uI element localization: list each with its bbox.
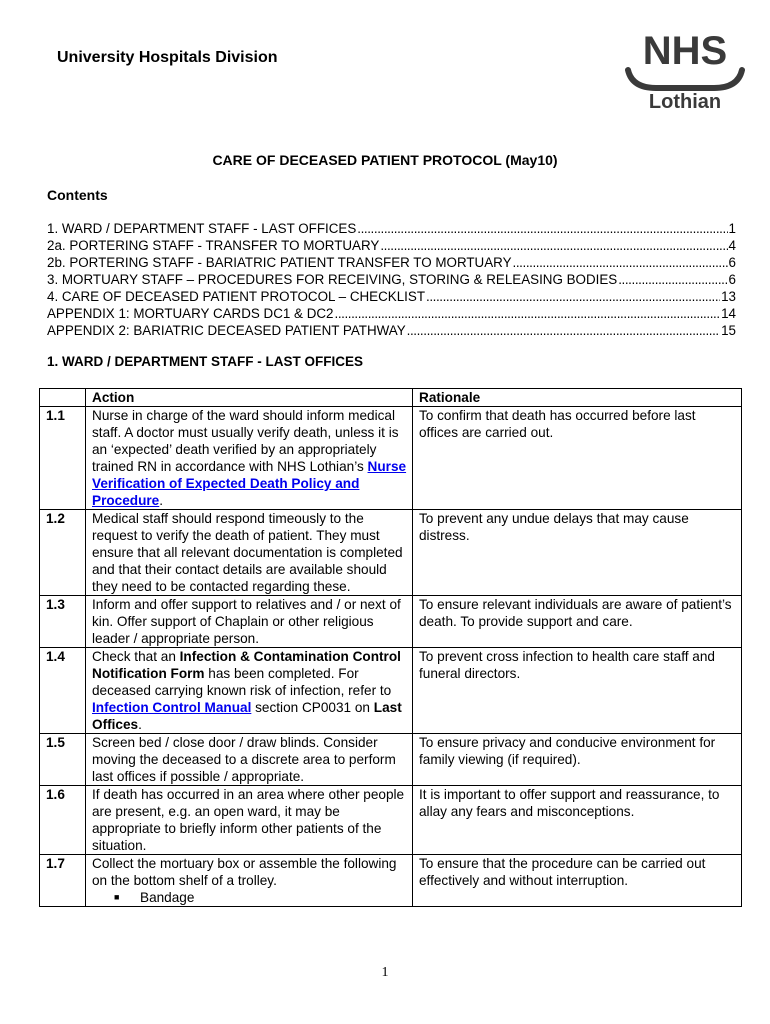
row-number: 1.5: [40, 734, 86, 786]
toc-leader: [335, 305, 721, 322]
rationale-cell: To prevent any undue delays that may cause distress.: [413, 510, 742, 596]
document-title: CARE OF DECEASED PATIENT PROTOCOL (May10): [212, 152, 558, 168]
rationale-cell: To ensure privacy and conducive environment for family viewing (if required).: [413, 734, 742, 786]
toc-item-text: 2b. PORTERING STAFF - BARIATRIC PATIENT TRANSFER TO MORTUARY: [47, 255, 512, 270]
table-row: [40, 510, 742, 596]
toc-item-page: 1: [728, 221, 736, 236]
last-offices-table: [39, 388, 742, 907]
row-number: 1.4: [40, 648, 86, 734]
toc-leader: [426, 288, 720, 305]
row-number: 1.6: [40, 786, 86, 855]
header-rationale: Rationale: [413, 389, 742, 407]
rationale-cell: It is important to offer support and reassurance, to allay any fears and misconceptions.: [413, 786, 742, 855]
action-cell: Inform and offer support to relatives and / or next of kin. Offer support of Chaplain or other religious leader / appropriate person.: [86, 596, 413, 648]
division-title: University Hospitals Division: [57, 49, 278, 66]
table-header-row: [40, 389, 742, 407]
action-cell: [86, 407, 413, 510]
table-row: [40, 596, 742, 648]
toc-item-page: 13: [721, 289, 736, 304]
toc-item-page: 6: [728, 272, 736, 287]
toc-item[interactable]: [47, 254, 736, 271]
logo-lothian-text: Lothian: [648, 91, 722, 112]
toc-leader: [380, 237, 727, 254]
action-text: Check that an: [92, 649, 180, 664]
infection-control-manual-link[interactable]: Infection Control Manual: [92, 700, 252, 715]
action-cell: If death has occurred in an area where other people are present, e.g. an open ward, it may be appropriate to briefly inform other patients of the situation.: [86, 786, 413, 855]
action-cell: Medical staff should respond timeously to the request to verify the death of patient. They must ensure that all relevant documentation is completed and that their contact details are available should they need to be contacted regarding these.: [86, 510, 413, 596]
action-cell: [86, 855, 413, 907]
page-number: 1: [381, 965, 389, 980]
square-bullet-icon: ■: [114, 892, 120, 902]
action-cell: Screen bed / close door / draw blinds. Consider moving the deceased to a discrete area to perform last offices if possible / appropriate.: [86, 734, 413, 786]
rationale-cell: To ensure that the procedure can be carried out effectively and without interruption.: [413, 855, 742, 907]
table-row: [40, 407, 742, 510]
action-text: Nurse in charge of the ward should inform medical staff. A doctor must usually verify death, unless it is an ‘expected’ death verified by an appropriately trained RN in accordance with NHS Lothian’s: [92, 408, 399, 474]
rationale-cell: To ensure relevant individuals are aware of patient’s death. To provide support and care.: [413, 596, 742, 648]
logo-nhs-text: NHS: [642, 29, 728, 73]
toc-item-page: 14: [721, 306, 736, 321]
toc-item[interactable]: [47, 322, 736, 339]
table-of-contents: [47, 220, 736, 339]
bullet-text: Bandage: [140, 890, 195, 905]
toc-leader: [357, 220, 727, 237]
row-number: 1.3: [40, 596, 86, 648]
section-heading: 1. WARD / DEPARTMENT STAFF - LAST OFFICES: [47, 354, 363, 369]
rationale-cell: To prevent cross infection to health care staff and funeral directors.: [413, 648, 742, 734]
action-text-end: .: [138, 717, 142, 732]
toc-item-text: 2a. PORTERING STAFF - TRANSFER TO MORTUARY: [47, 238, 380, 253]
last-offices-term: Last Offices: [92, 700, 402, 732]
toc-item-text: APPENDIX 2: BARIATRIC DECEASED PATIENT PATHWAY: [47, 323, 406, 338]
table-row: [40, 786, 742, 855]
toc-leader: [407, 322, 720, 339]
row-number: 1.7: [40, 855, 86, 907]
header-action: Action: [86, 389, 413, 407]
toc-leader: [618, 271, 727, 288]
toc-item-text: 4. CARE OF DECEASED PATIENT PROTOCOL – CHECKLIST: [47, 289, 425, 304]
toc-item-page: 6: [728, 255, 736, 270]
toc-item-page: 15: [721, 323, 736, 338]
action-text: Collect the mortuary box or assemble the following on the bottom shelf of a trolley.: [92, 856, 397, 888]
header-num-cell: [40, 389, 86, 407]
bullet-item: [92, 889, 408, 906]
row-number: 1.2: [40, 510, 86, 596]
toc-item-text: 1. WARD / DEPARTMENT STAFF - LAST OFFICES: [47, 221, 357, 236]
action-text-end: .: [159, 493, 164, 508]
toc-item[interactable]: [47, 305, 736, 322]
row-number: 1.1: [40, 407, 86, 510]
rationale-cell: To confirm that death has occurred before last offices are carried out.: [413, 407, 742, 510]
action-cell: [86, 648, 413, 734]
toc-item-text: 3. MORTUARY STAFF – PROCEDURES FOR RECEIVING, STORING & RELEASING BODIES: [47, 272, 618, 287]
nurse-verification-policy-link[interactable]: Nurse Verification of Expected Death Policy and Procedure: [92, 459, 407, 508]
action-text: section CP0031 on: [251, 700, 374, 715]
contents-heading: Contents: [47, 187, 108, 203]
toc-item[interactable]: [47, 237, 736, 254]
table-row: [40, 734, 742, 786]
table-row: [40, 648, 742, 734]
toc-item[interactable]: [47, 220, 736, 237]
toc-item-text: APPENDIX 1: MORTUARY CARDS DC1 & DC2: [47, 306, 334, 321]
action-text: has been completed. For deceased carrying known risk of infection, refer to: [92, 666, 392, 698]
infection-form-name: Infection & Contamination Control Notification Form: [92, 649, 401, 681]
nhs-lothian-logo: [624, 28, 746, 112]
toc-item[interactable]: [47, 288, 736, 305]
toc-item-page: 4: [728, 238, 736, 253]
toc-leader: [513, 254, 728, 271]
table-row: [40, 855, 742, 907]
toc-item[interactable]: [47, 271, 736, 288]
